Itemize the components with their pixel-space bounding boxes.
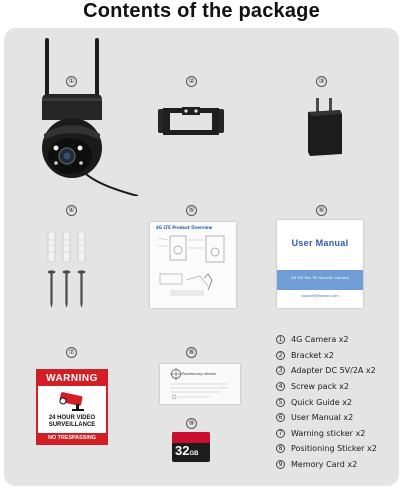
memory-card-image — [172, 432, 210, 462]
warning-sticker-footer: NO TRESPASSING — [38, 433, 106, 443]
number-badge-2: ② — [186, 76, 197, 87]
warning-sticker-line-1: 24 HOUR VIDEO — [48, 415, 96, 421]
screw-pack-image — [44, 230, 94, 310]
list-item-number: 6 — [276, 413, 285, 422]
list-item — [276, 332, 400, 348]
list-item-label: Quick Guide x2 — [291, 397, 353, 407]
memory-card-unit: GB — [189, 451, 199, 457]
number-badge-1: ① — [66, 76, 77, 87]
quick-guide-image — [150, 222, 236, 308]
list-item-label: User Manual x2 — [291, 413, 354, 423]
quick-guide-diagram — [156, 232, 232, 304]
warning-sticker-image — [36, 369, 108, 445]
positioning-sticker-label: Positioning sticker — [182, 371, 217, 376]
camera-image — [30, 36, 140, 196]
number-badge-3: ③ — [316, 76, 327, 87]
list-item-number: 8 — [276, 444, 285, 453]
memory-card-size: 32 — [175, 443, 190, 458]
positioning-sticker-lines — [170, 382, 230, 400]
number-badge-9: ⑨ — [186, 418, 197, 429]
warning-sticker-line-2: SURVEILLANCE — [48, 422, 96, 428]
crosshair-icon — [170, 368, 182, 380]
user-manual-band — [277, 270, 363, 290]
user-manual-subtitle: 4G LTE Pan Tilt Security Camera — [291, 276, 349, 280]
list-item-label: Memory Card x2 — [291, 460, 358, 470]
list-item — [276, 410, 400, 426]
number-badge-4: ④ — [66, 205, 77, 216]
list-item-label: 4G Camera x2 — [291, 335, 349, 345]
list-item-label: Screw pack x2 — [291, 382, 349, 392]
list-item-label: Positioning Sticker x2 — [291, 444, 377, 454]
list-item — [276, 363, 400, 379]
list-item-number: 7 — [276, 429, 285, 438]
warning-sticker-header: WARNING — [38, 371, 106, 386]
list-item — [276, 441, 400, 457]
contents-list — [276, 332, 400, 472]
number-badge-8: ⑧ — [186, 347, 197, 358]
list-item-label: Warning sticker x2 — [291, 428, 366, 438]
bracket-image — [158, 105, 224, 139]
page-title: Contents of the package — [83, 0, 320, 22]
list-item — [276, 379, 400, 395]
list-item-number: 9 — [276, 460, 285, 469]
list-item — [276, 457, 400, 473]
list-item — [276, 394, 400, 410]
list-item-label: Bracket x2 — [291, 350, 334, 360]
list-item-number: 5 — [276, 398, 285, 407]
memory-card-capacity — [175, 444, 198, 461]
list-item-label: Adapter DC 5V/2A x2 — [291, 366, 376, 376]
user-manual-image — [277, 220, 363, 308]
number-badge-7: ⑦ — [66, 347, 77, 358]
list-item — [276, 426, 400, 442]
list-item — [276, 348, 400, 364]
user-manual-title: User Manual — [291, 238, 349, 248]
positioning-sticker-image — [160, 364, 240, 404]
list-item-number: 4 — [276, 382, 285, 391]
warning-sticker-text — [38, 415, 106, 429]
number-badge-6: ⑥ — [316, 205, 327, 216]
quick-guide-header: 4G LTE Product Overview — [156, 225, 213, 230]
user-manual-footer: support@domain.com — [301, 294, 339, 298]
security-camera-icon — [54, 390, 90, 412]
list-item-number: 2 — [276, 351, 285, 360]
adapter-image — [306, 98, 344, 158]
number-badge-5: ⑤ — [186, 205, 197, 216]
memory-card-stripe — [172, 432, 210, 443]
list-item-number: 1 — [276, 335, 285, 344]
list-item-number: 3 — [276, 366, 285, 375]
